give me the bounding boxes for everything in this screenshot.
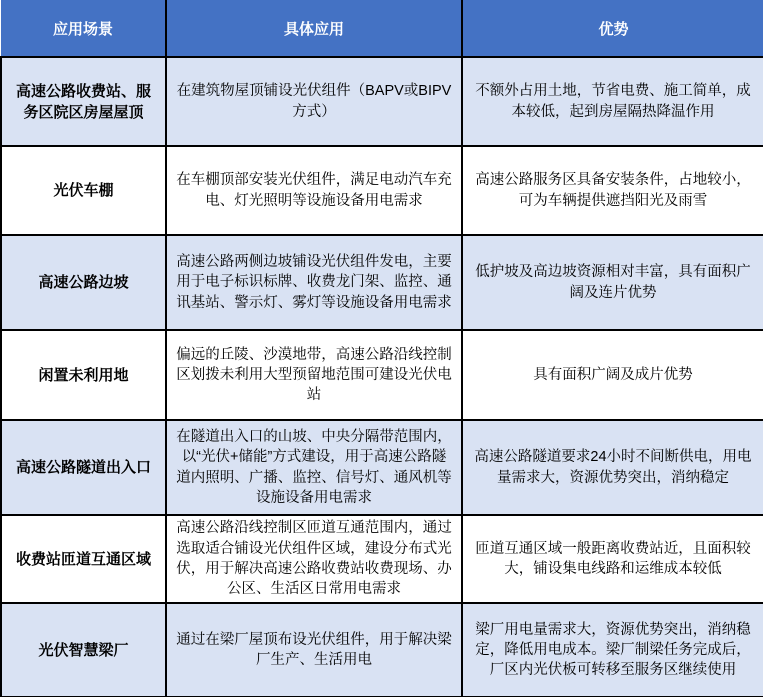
cell-advantage: 匝道互通区域一般距离收费站近，且面积较大，铺设集电线路和运维成本较低 [462, 515, 763, 603]
cell-advantage: 高速公路服务区具备安装条件，占地较小，可为车辆提供遮挡阳光及雨雪 [462, 146, 763, 235]
cell-application: 偏远的丘陵、沙漠地带，高速公路沿线控制区划拨未利用大型预留地范围可建设光伏电站 [166, 330, 462, 420]
cell-application: 高速公路两侧边坡铺设光伏组件发电，主要用于电子标识标牌、收费龙门架、监控、通讯基站、警示灯、雾灯等设施设备用电需求 [166, 235, 462, 330]
table-row [1, 515, 763, 603]
cell-advantage: 具有面积广阔及成片优势 [462, 330, 763, 420]
cell-application: 在车棚顶部安装光伏组件，满足电动汽车充电、灯光照明等设施设备用电需求 [166, 146, 462, 235]
cell-application: 在建筑物屋顶铺设光伏组件（BAPV或BIPV方式） [166, 57, 462, 146]
cell-advantage: 不额外占用土地，节省电费、施工简单，成本较低，起到房屋隔热降温作用 [462, 57, 763, 146]
cell-advantage: 梁厂用电量需求大，资源优势突出，消纳稳定，降低用电成本。梁厂制梁任务完成后，厂区内光伏板可转移至服务区继续使用 [462, 603, 763, 697]
cell-scenario: 光伏智慧梁厂 [1, 603, 166, 697]
cell-scenario: 高速公路隧道出入口 [1, 420, 166, 515]
cell-scenario: 高速公路边坡 [1, 235, 166, 330]
cell-application: 在隧道出入口的山坡、中央分隔带范围内，以“光伏+储能”方式建设，用于高速公路隧道内照明、广播、监控、信号灯、通风机等设施设备用电需求 [166, 420, 462, 515]
table-row [1, 146, 763, 235]
cell-scenario: 闲置未利用地 [1, 330, 166, 420]
cell-advantage: 高速公路隧道要求24小时不间断供电，用电量需求大，资源优势突出，消纳稳定 [462, 420, 763, 515]
column-header-application: 具体应用 [166, 0, 462, 57]
table-row [1, 235, 763, 330]
table-row [1, 420, 763, 515]
table-header-row [1, 0, 763, 57]
table-row [1, 330, 763, 420]
cell-application: 通过在梁厂屋顶布设光伏组件，用于解决梁厂生产、生活用电 [166, 603, 462, 697]
cell-advantage: 低护坡及高边坡资源相对丰富，具有面积广阔及连片优势 [462, 235, 763, 330]
column-header-advantage: 优势 [462, 0, 763, 57]
table-row [1, 57, 763, 146]
cell-scenario: 光伏车棚 [1, 146, 166, 235]
cell-application: 高速公路沿线控制区匝道互通范围内，通过选取适合铺设光伏组件区域，建设分布式光伏，用于解决高速公路收费站收费现场、办公区、生活区日常用电需求 [166, 515, 462, 603]
column-header-scenario: 应用场景 [1, 0, 166, 57]
table-row [1, 603, 763, 697]
cell-scenario: 收费站匝道互通区域 [1, 515, 166, 603]
cell-scenario: 高速公路收费站、服务区院区房屋屋顶 [1, 57, 166, 146]
